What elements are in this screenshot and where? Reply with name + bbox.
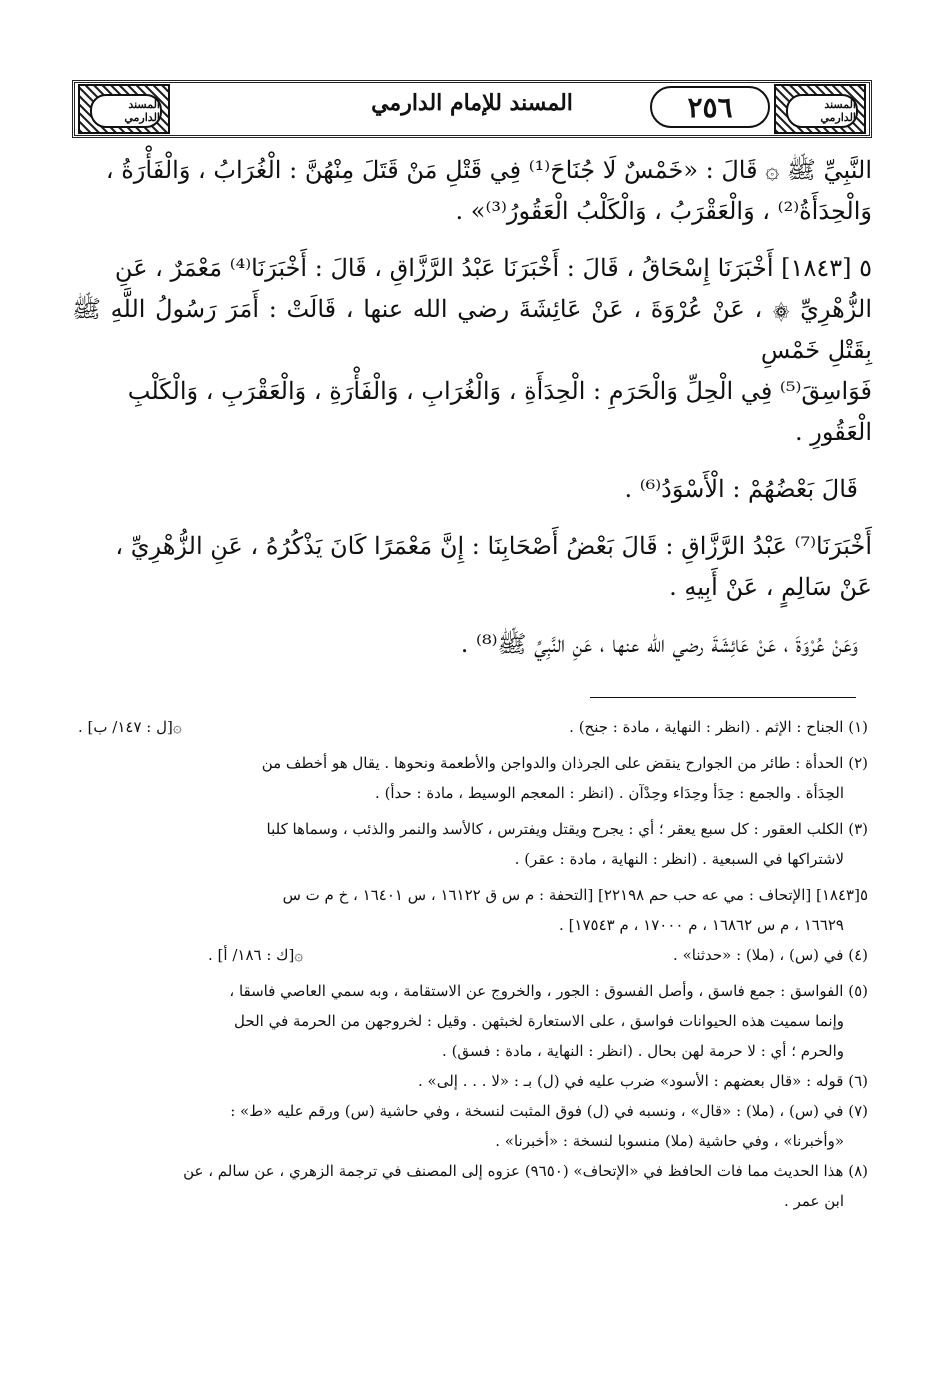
footnote-1843: ٥[١٨٤٣] [الإتحاف : مي عه حب حم ٢٢١٩٨] [التحفة : م س ق ١٦١٢٢ ، س ١٦٤٠١ ، خ م ت س [282, 886, 868, 904]
footnote-2-cont: الحِدَأة . والجمع : حِدَأ وحِدَاء وحِدْآن . (انظر : المعجم الوسيط ، مادة : حدأ) . [375, 784, 844, 802]
left-ornament [78, 84, 170, 134]
text-line: فَوَاسِقَ⁽⁵⁾ فِي الْحِلِّ وَالْحَرَمِ : الْحِدَأَةِ ، وَالْغُرَابِ ، وَالْفَأْرَةِ ، وَالْعَقْرَبِ ، وَالْكَلْبِ [127, 377, 872, 405]
text-line: عَنْ سَالِمٍ ، عَنْ أَبِيهِ . [669, 573, 872, 601]
footnote-8-cont: ابن عمر . [784, 1192, 844, 1210]
text-line: أَخْبَرَنَا⁽⁷⁾ عَبْدُ الرَّزَّاقِ : قَالَ بَعْضُ أَصْحَابِنَا : إِنَّ مَعْمَرًا كَانَ يَذْكُرُهُ ، عَنِ الزُّهْرِيِّ ، [115, 532, 872, 560]
footnote-4: (٤) في (س) ، (ملا) : «حدثنا» . [673, 946, 868, 964]
footnotes [78, 712, 868, 1216]
footnote-3: (٣) الكلب العقور : كل سبع يعقر ؛ أي : يجرح ويقتل ويفترس ، كالأسد والنمر والذئب ، وسماها كلبا [266, 820, 868, 838]
footnote-1: (١) الجناح : الإثم . (انظر : النهاية ، مادة : جنح) . [569, 718, 868, 736]
manuscript-ref: ۞[ك : ١٨٦/ أ] . [208, 946, 304, 964]
footnote-7: (٧) في (س) ، (ملا) : «قال» ، ونسبه في (ل) فوق المثبت لنسخة ، وفي حاشية (س) ورقم عليه «ط» : [230, 1102, 868, 1120]
text-line: النَّبِيِّ ﷺ ۞ قَالَ : «خَمْسٌ لَا جُنَاحَ⁽¹⁾ فِي قَتْلِ مَنْ قَتَلَ مِنْهُنَّ : الْغُرَابُ ، وَالْفَأْرَةُ ، [105, 156, 872, 184]
text-line: الْعَقُورِ . [795, 418, 872, 446]
manuscript-ref: ۞[ل : ١٤٧/ ب] . [78, 718, 182, 736]
left-seal: المسند الدارمي [90, 94, 162, 128]
page-number: ٢٥٦ [650, 86, 770, 128]
footnote-8: (٨) هذا الحديث مما فات الحافظ في «الإتحاف» (٩٦٥٠) عزوه إلى المصنف في ترجمة الزهري ، عن سالم ، عن [183, 1162, 868, 1180]
footnote-3-cont: لاشتراكها في السبعية . (انظر : النهاية ، مادة : عقر) . [514, 850, 844, 868]
text-line: قَالَ بَعْضُهُمْ : الْأَسْوَدُ⁽⁶⁾ . [624, 475, 858, 503]
right-ornament [774, 84, 866, 134]
footnote-6: (٦) قوله : «قال بعضهم : الأسود» ضرب عليه في (ل) بـ : «لا . . . إلى» . [417, 1072, 868, 1090]
main-text [72, 150, 872, 665]
text-line: ٥ [١٨٤٣] أَخْبَرَنَا إِسْحَاقُ ، قَالَ : أَخْبَرَنَا عَبْدُ الرَّزَّاقِ ، قَالَ : أَخْبَرَنَا⁽⁴⁾ مَعْمَرٌ ، عَنِ [114, 254, 872, 282]
page-header [72, 80, 872, 138]
text-line: الزُّهْرِيِّ ۞ ، عَنْ عُرْوَةَ ، عَنْ عَائِشَةَ رضي الله عنها ، قَالَتْ : أَمَرَ رَسُولُ اللَّهِ ﷺ بِقَتْلِ خَمْسِ [72, 295, 872, 364]
text-line: وَعَنْ عُرْوَةَ ، عَنْ عَائِشَةَ رضي الله عنها ، عَنِ النَّبِيِّ ﷺ⁽⁸⁾ . [460, 630, 858, 658]
footnote-row [78, 940, 868, 970]
right-seal: المسند الدارمي [786, 94, 858, 128]
text-line: وَالْحِدَأَةُ⁽²⁾ ، وَالْعَقْرَبُ ، وَالْكَلْبُ الْعَقُورُ⁽³⁾» . [455, 197, 872, 225]
footnote-5-cont: والحرم ؛ أي : لا حرمة لهن بحال . (انظر : النهاية ، مادة : فسق) . [442, 1042, 844, 1060]
footnote-divider [590, 697, 856, 698]
footnote-5: (٥) الفواسق : جمع فاسق ، وأصل الفسوق : الجور ، والخروج عن الاستقامة ، وبه سمي العاصي فاسقا ، [229, 982, 868, 1000]
footnote-7-cont: «وأخبرنا» ، وفي حاشية (ملا) منسوبا لنسخة : «أخبرنا» . [495, 1132, 844, 1150]
book-title: المسند للإمام الدارمي [371, 90, 573, 116]
footnote-1843-cont: ١٦٦٢٩ ، م س ١٦٨٦٢ ، م ١٧٠٠٠ ، م ١٧٥٤٣] . [559, 916, 844, 934]
footnote-5-cont: وإنما سميت هذه الحيوانات فواسق ، على الاستعارة لخبثهن . وقيل : لخروجهن من الحرمة في الحل [234, 1012, 844, 1030]
footnote-row [78, 712, 868, 742]
footnote-2: (٢) الحدأة : طائر من الجوارح ينقض على الجرذان والدواجن والأطعمة ونحوها . يقال هو أخطف من [261, 754, 868, 772]
